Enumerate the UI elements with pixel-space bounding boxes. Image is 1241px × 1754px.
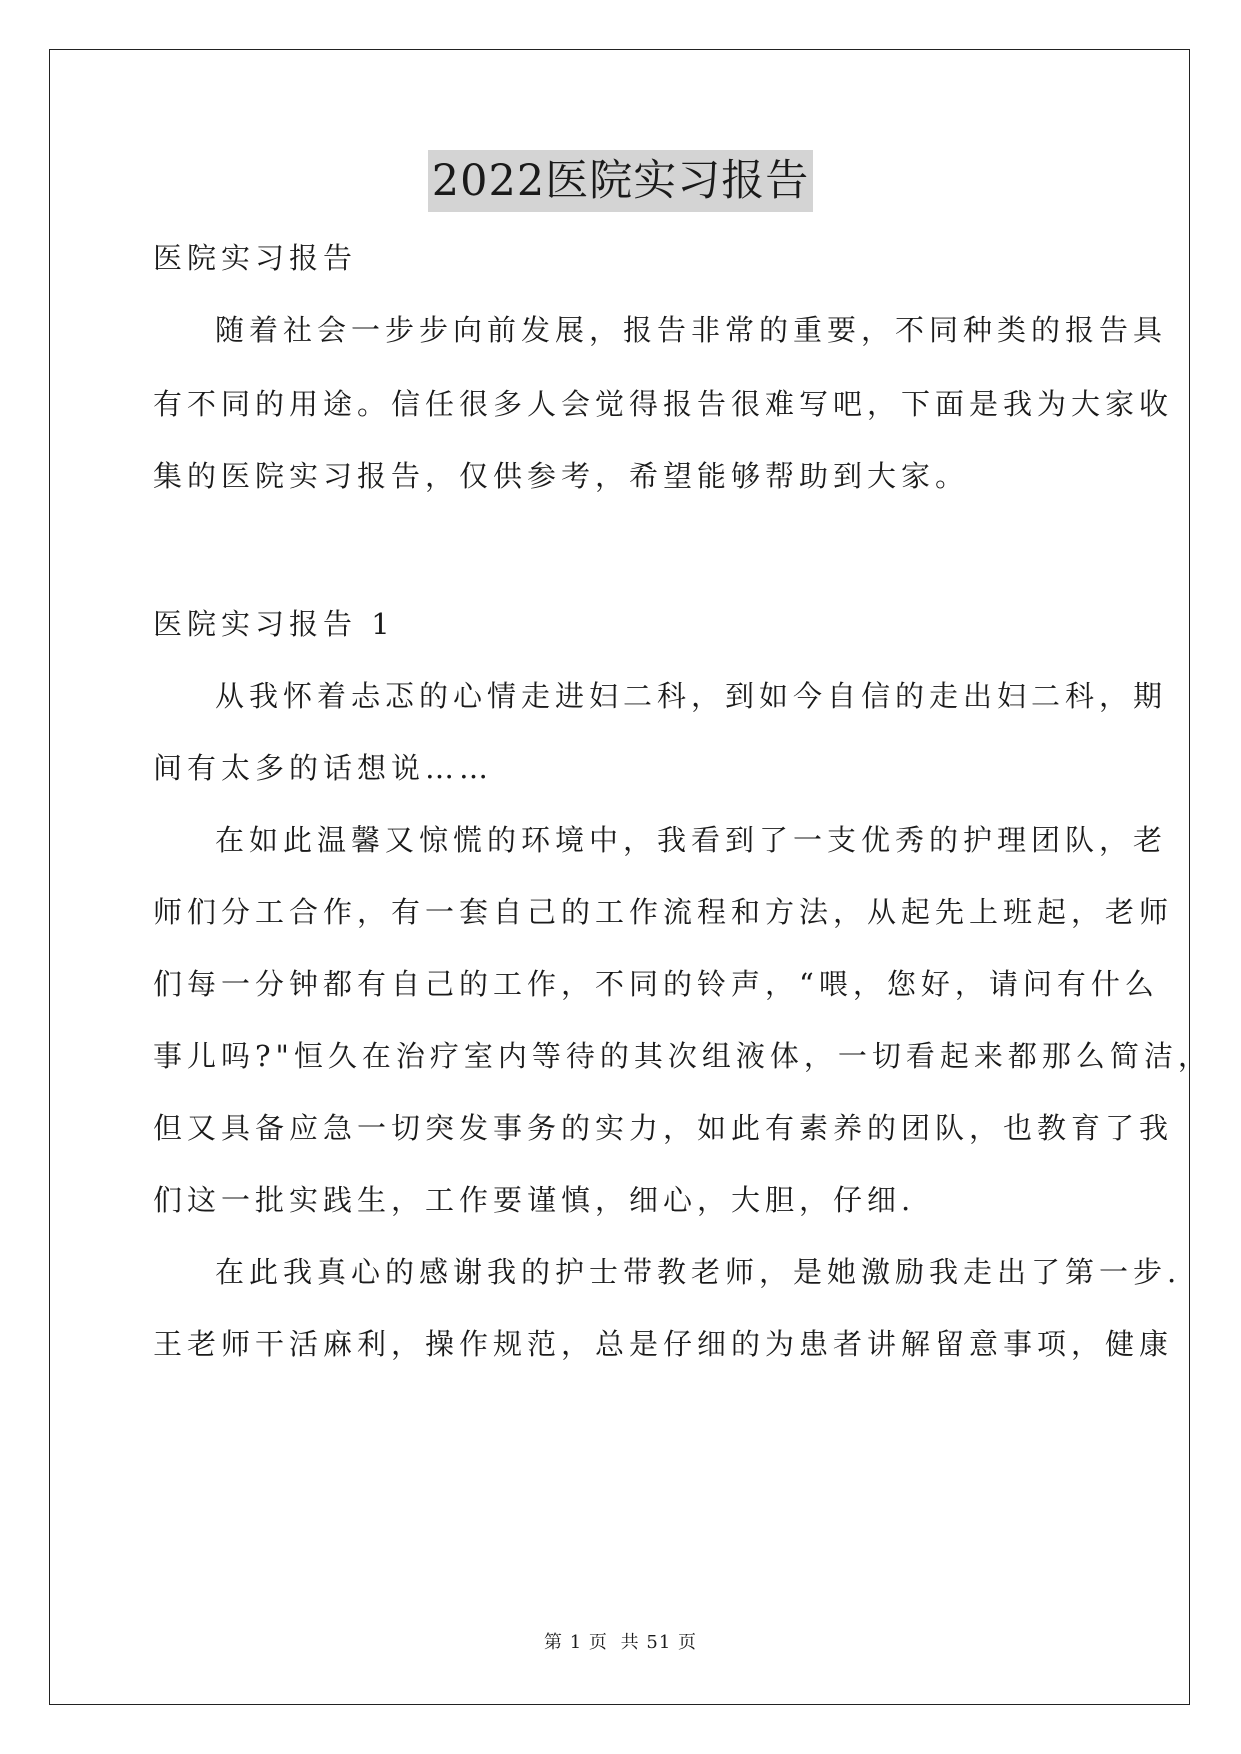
paragraph-line: 们每一分钟都有自己的工作，不同的铃声，“喂，您好，请问有什么: [153, 967, 1159, 1001]
paragraph-line: 在如此温馨又惊慌的环境中，我看到了一支优秀的护理团队，老: [215, 823, 1168, 857]
section-heading: 医院实习报告 1: [153, 607, 395, 641]
page-border: [49, 49, 1212, 1705]
paragraph-line: 间有太多的话想说……: [153, 751, 494, 785]
paragraph-line: 王老师干活麻利，操作规范，总是仔细的为患者讲解留意事项，健康: [153, 1327, 1174, 1361]
paragraph-line: 从我怀着忐忑的心情走进妇二科，到如今自信的走出妇二科，期: [215, 679, 1168, 713]
title-container: [0, 150, 1241, 212]
page-number: 第 1 页: [544, 1632, 608, 1653]
paragraph-line: 事儿吗?"恒久在治疗室内等待的其次组液体，一切看起来都那么简洁，: [153, 1039, 1212, 1073]
paragraph-line: 有不同的用途。信任很多人会觉得报告很难写吧，下面是我为大家收: [153, 387, 1174, 421]
paragraph-line: 集的医院实习报告，仅供参考，希望能够帮助到大家。: [153, 459, 970, 493]
page-footer: [0, 1628, 1241, 1654]
document-title: 2022医院实习报告: [428, 150, 813, 212]
section-heading: 医院实习报告: [153, 241, 358, 275]
paragraph-line: 们这一批实践生，工作要谨慎，细心，大胆，仔细.: [153, 1183, 916, 1217]
paragraph-line: 在此我真心的感谢我的护士带教老师，是她激励我走出了第一步.: [215, 1255, 1182, 1289]
page-total: 共 51 页: [620, 1632, 697, 1653]
paragraph-line: 但又具备应急一切突发事务的实力，如此有素养的团队，也教育了我: [153, 1111, 1174, 1145]
paragraph-line: 师们分工合作，有一套自己的工作流程和方法，从起先上班起，老师: [153, 895, 1174, 929]
paragraph-line: 随着社会一步步向前发展，报告非常的重要，不同种类的报告具: [215, 313, 1168, 347]
